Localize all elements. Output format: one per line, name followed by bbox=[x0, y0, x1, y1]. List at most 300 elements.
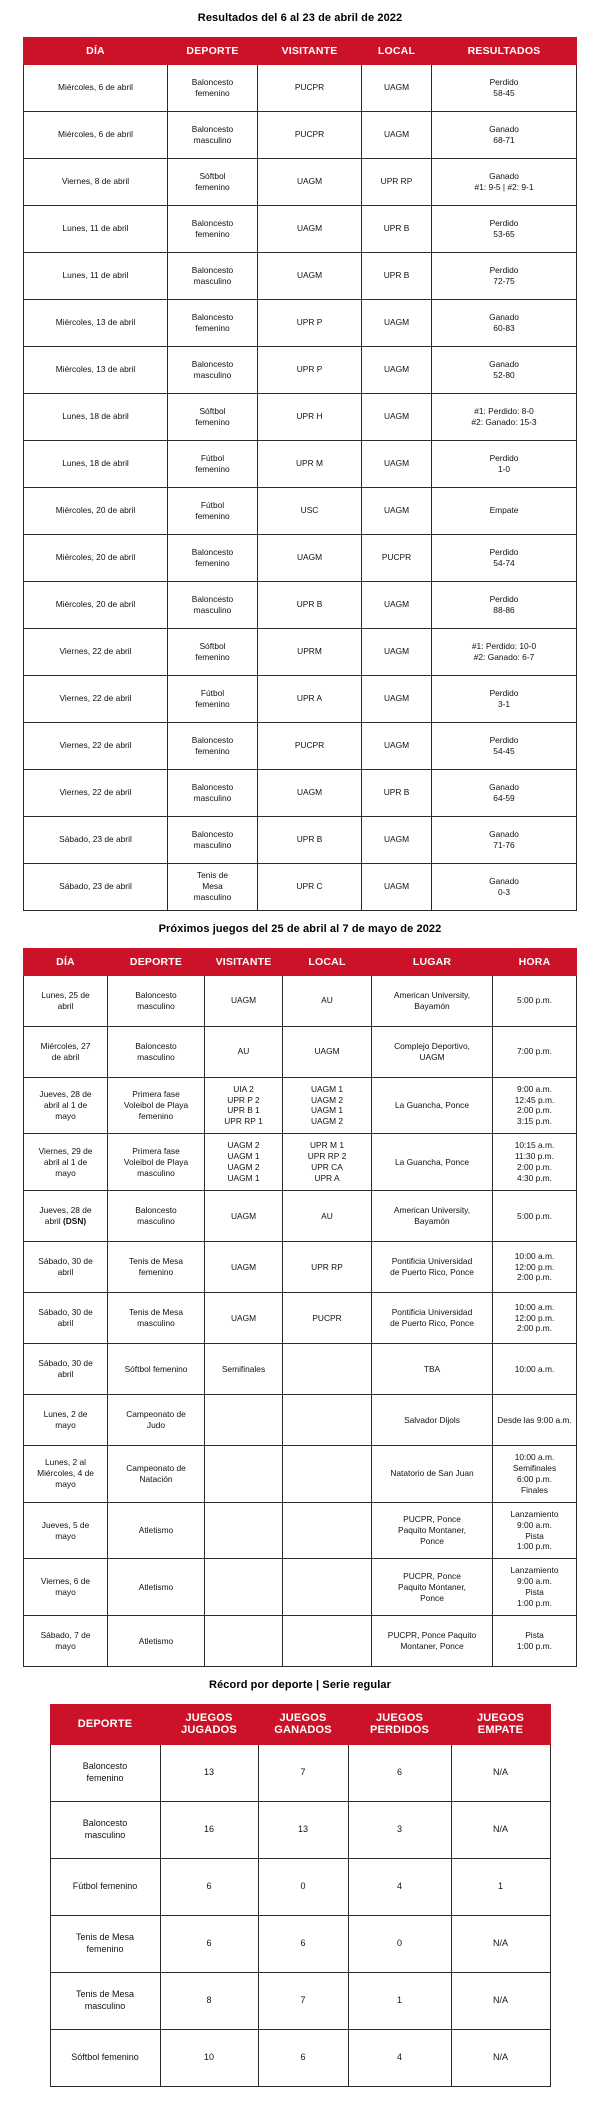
table-cell bbox=[168, 205, 258, 252]
cell-line: JUEGOS bbox=[476, 1711, 525, 1724]
cell-line: 12:45 p.m. bbox=[514, 1094, 555, 1105]
cell-line: 0 bbox=[396, 1938, 402, 1949]
cell-line: Jueves, 28 de bbox=[39, 1205, 92, 1216]
cell-line: Perdido bbox=[489, 264, 519, 275]
cell-line: 72-75 bbox=[493, 275, 515, 286]
cell-line: 7 bbox=[300, 1767, 306, 1778]
table-cell bbox=[493, 1134, 577, 1191]
table-cell bbox=[258, 299, 362, 346]
cell-line: Atletismo bbox=[138, 1525, 174, 1536]
table-cell bbox=[493, 1077, 577, 1134]
cell-line: Miércoles, 20 de abril bbox=[55, 552, 136, 563]
cell-line: UPR RP bbox=[380, 176, 413, 187]
cell-line: N/A bbox=[492, 1938, 508, 1949]
cell-line: N/A bbox=[492, 1995, 508, 2006]
table-cell bbox=[493, 1395, 577, 1446]
cell-line: Baloncesto bbox=[82, 1818, 128, 1829]
cell-line: 2:00 p.m. bbox=[517, 1105, 552, 1116]
cell-line: Lunes, 18 de abril bbox=[62, 411, 129, 422]
table-cell bbox=[362, 111, 432, 158]
table-cell bbox=[108, 1134, 205, 1191]
cell-line: Ganado bbox=[489, 828, 519, 839]
table-cell bbox=[50, 1745, 160, 1802]
cell-line: Viernes, 22 de abril bbox=[59, 787, 132, 798]
table-cell bbox=[432, 628, 577, 675]
cell-line: Baloncesto bbox=[82, 1761, 128, 1772]
cell-line: Lanzamiento bbox=[510, 1508, 559, 1519]
table-cell bbox=[451, 1745, 550, 1802]
cell-line: Judo bbox=[146, 1420, 166, 1430]
cell-line: Ganado bbox=[489, 875, 519, 886]
table-cell bbox=[372, 1077, 493, 1134]
cell-line: Viernes, 22 de abril bbox=[59, 693, 132, 704]
table-cell bbox=[24, 299, 168, 346]
cell-line: UAGM 1 bbox=[227, 1151, 260, 1162]
column-header bbox=[24, 37, 168, 64]
table-cell bbox=[168, 440, 258, 487]
cell-line: UAGM bbox=[296, 270, 323, 281]
table-header-row bbox=[24, 37, 577, 64]
cell-line: Ganado bbox=[489, 358, 519, 369]
column-header bbox=[348, 1704, 451, 1744]
table-cell bbox=[24, 628, 168, 675]
table-cell bbox=[168, 863, 258, 910]
column-header bbox=[372, 948, 493, 975]
cell-line: 52-80 bbox=[493, 369, 515, 380]
cell-line: VISITANTE bbox=[215, 955, 272, 968]
table-cell bbox=[108, 1191, 205, 1242]
table-cell bbox=[258, 440, 362, 487]
column-header bbox=[168, 37, 258, 64]
cell-line: 12:00 p.m. bbox=[514, 1261, 555, 1272]
table-section bbox=[0, 0, 600, 911]
cell-line: 1 bbox=[497, 1881, 503, 1892]
table-row bbox=[24, 675, 577, 722]
cell-line: UAGM bbox=[296, 552, 323, 563]
table-cell bbox=[24, 534, 168, 581]
table-row bbox=[24, 1134, 577, 1191]
cell-line: UPR M bbox=[296, 458, 323, 469]
table-cell bbox=[108, 1395, 205, 1446]
cell-line: abril bbox=[57, 1267, 74, 1277]
table-section bbox=[0, 1667, 600, 2087]
table-cell bbox=[372, 1344, 493, 1395]
cell-line: TBA bbox=[423, 1363, 441, 1374]
cell-line: UAGM bbox=[230, 995, 257, 1006]
cell-line: 6 bbox=[300, 2052, 306, 2063]
cell-line: 11:30 p.m. bbox=[515, 1151, 554, 1162]
cell-line: DEPORTE bbox=[129, 955, 183, 968]
table-row bbox=[24, 1026, 577, 1077]
table-cell bbox=[205, 1242, 283, 1293]
cell-line: femenino bbox=[86, 1773, 124, 1784]
table-cell bbox=[24, 346, 168, 393]
cell-line: femenino bbox=[195, 322, 230, 333]
table-cell bbox=[24, 1134, 108, 1191]
column-header bbox=[50, 1704, 160, 1744]
cell-line: UPR RP 1 bbox=[224, 1116, 263, 1127]
cell-line: UPR B bbox=[383, 787, 410, 798]
cell-line: UAGM bbox=[383, 364, 410, 375]
table-cell bbox=[24, 158, 168, 205]
cell-line: Primera fase bbox=[132, 1145, 180, 1156]
table-cell bbox=[258, 1973, 348, 2030]
table-cell bbox=[108, 1026, 205, 1077]
cell-line: 88-86 bbox=[493, 604, 515, 615]
cell-line: UPR P 2 bbox=[227, 1094, 260, 1105]
cell-line: Paquito Montaner, bbox=[398, 1581, 466, 1592]
table-row bbox=[24, 1191, 577, 1242]
table-cell bbox=[493, 975, 577, 1026]
cell-line: 10:00 a.m. bbox=[514, 1363, 555, 1374]
cell-line: UPR A bbox=[296, 693, 323, 704]
table-cell bbox=[205, 1616, 283, 1667]
table-cell bbox=[362, 158, 432, 205]
bottom-spacer bbox=[0, 2087, 600, 2113]
cell-line: mayo bbox=[55, 1587, 76, 1598]
cell-line: Semifinales bbox=[221, 1363, 266, 1374]
table-cell bbox=[24, 816, 168, 863]
cell-line: UAGM bbox=[296, 223, 323, 234]
table-row bbox=[24, 440, 577, 487]
cell-line: Baloncesto bbox=[191, 593, 234, 604]
cell-line: Tenis de bbox=[196, 870, 229, 881]
cell-line: abril al 1 de bbox=[43, 1100, 88, 1110]
cell-line: Miércoles, 13 de abril bbox=[55, 317, 136, 328]
cell-line: Ganado bbox=[489, 170, 519, 181]
cell-line: masculino bbox=[193, 604, 232, 615]
cell-line: Bayamón bbox=[414, 1216, 450, 1226]
cell-line: #1: 9-5 | #2: 9-1 bbox=[474, 181, 534, 192]
cell-line: AU bbox=[321, 995, 333, 1006]
table-cell bbox=[168, 628, 258, 675]
table-cell bbox=[372, 1134, 493, 1191]
table-row bbox=[24, 1559, 577, 1616]
table-cell bbox=[372, 1616, 493, 1667]
table-cell bbox=[108, 1344, 205, 1395]
cell-line: Perdido bbox=[489, 593, 519, 604]
cell-line: Miércoles, 13 de abril bbox=[55, 364, 136, 375]
table-cell bbox=[160, 1745, 258, 1802]
cell-line: 4 bbox=[396, 1881, 402, 1892]
table-cell bbox=[493, 1191, 577, 1242]
cell-line: UPR B bbox=[296, 834, 323, 845]
cell-line: masculino bbox=[193, 792, 232, 803]
table-row bbox=[24, 628, 577, 675]
cell-line: UAGM bbox=[296, 176, 323, 187]
cell-line: Campeonato de bbox=[126, 1409, 186, 1420]
cell-line: UAGM bbox=[296, 787, 323, 798]
table-cell bbox=[493, 1242, 577, 1293]
cell-line: UAGM 2 bbox=[310, 1116, 344, 1127]
cell-line: Empate bbox=[489, 505, 519, 516]
table-cell bbox=[432, 487, 577, 534]
table-cell bbox=[432, 534, 577, 581]
cell-line: American University, bbox=[393, 1205, 471, 1216]
cell-line: Miércoles, 20 de abril bbox=[55, 599, 136, 610]
table-cell bbox=[493, 1026, 577, 1077]
cell-line: American University, bbox=[393, 989, 471, 1000]
table-cell bbox=[372, 975, 493, 1026]
cell-line: Lunes, 11 de abril bbox=[62, 270, 129, 281]
cell-line: Fútbol bbox=[200, 687, 225, 698]
cell-line: UAGM bbox=[314, 1046, 340, 1057]
cell-line: Finales bbox=[521, 1484, 548, 1495]
cell-line: UAGM bbox=[383, 505, 410, 516]
table-cell bbox=[24, 1293, 108, 1344]
cell-line: Baloncesto bbox=[191, 264, 234, 275]
table-cell bbox=[205, 1559, 283, 1616]
cell-line: de abril bbox=[51, 1051, 80, 1062]
cell-line: 1:00 p.m. bbox=[517, 1598, 552, 1609]
section-title: Récord por deporte | Serie regular bbox=[209, 1679, 391, 1692]
table-cell bbox=[205, 1191, 283, 1242]
cell-line: 3:15 p.m. bbox=[517, 1116, 552, 1127]
table-cell bbox=[168, 346, 258, 393]
table-cell bbox=[168, 64, 258, 111]
table-cell bbox=[160, 1859, 258, 1916]
table-cell bbox=[205, 975, 283, 1026]
cell-line: 12:00 p.m. bbox=[514, 1312, 555, 1323]
cell-line: LOCAL bbox=[377, 44, 416, 57]
table-cell bbox=[348, 1973, 451, 2030]
cell-line: DÍA bbox=[86, 44, 105, 57]
cell-line: abril bbox=[57, 1318, 74, 1328]
table-cell bbox=[372, 1446, 493, 1503]
table-row bbox=[24, 1502, 577, 1559]
cell-line: 10:15 a.m. bbox=[514, 1140, 555, 1151]
cell-line: #1: Perdido: 8-0 bbox=[474, 405, 534, 416]
table-cell bbox=[258, 346, 362, 393]
table-cell bbox=[24, 1395, 108, 1446]
cell-line: PUCPR bbox=[294, 82, 325, 93]
table-cell bbox=[24, 252, 168, 299]
cell-line: PUCPR bbox=[294, 740, 325, 751]
cell-line: UAGM bbox=[383, 458, 410, 469]
table-cell bbox=[258, 1916, 348, 1973]
cell-line: LOCAL bbox=[308, 955, 346, 968]
table-row bbox=[24, 722, 577, 769]
cell-line: UAGM bbox=[419, 1051, 445, 1062]
cell-line: Campeonato de bbox=[126, 1462, 186, 1473]
cell-line: 6 bbox=[206, 1881, 212, 1892]
table-cell bbox=[348, 1859, 451, 1916]
cell-line: UPR B bbox=[296, 599, 323, 610]
table-row bbox=[50, 1859, 550, 1916]
table-cell bbox=[24, 581, 168, 628]
table-cell bbox=[24, 1344, 108, 1395]
cell-line: femenino bbox=[195, 228, 230, 239]
table-cell bbox=[451, 1973, 550, 2030]
table-cell bbox=[493, 1616, 577, 1667]
table-cell bbox=[50, 1859, 160, 1916]
table-cell bbox=[493, 1446, 577, 1503]
table-header-row bbox=[50, 1704, 550, 1744]
cell-line: Baloncesto bbox=[191, 734, 234, 745]
cell-line: masculino bbox=[137, 1167, 175, 1178]
cell-line: HORA bbox=[518, 955, 551, 968]
cell-line: mayo bbox=[55, 1641, 76, 1652]
table-cell bbox=[24, 1026, 108, 1077]
cell-line: Pista bbox=[525, 1530, 544, 1541]
table-cell bbox=[283, 1134, 372, 1191]
table-cell bbox=[108, 1446, 205, 1503]
table-cell bbox=[432, 252, 577, 299]
cell-line: Mesa bbox=[202, 881, 223, 892]
table-cell bbox=[24, 111, 168, 158]
table-cell bbox=[348, 1745, 451, 1802]
cell-line: UAGM bbox=[383, 881, 410, 892]
table-cell bbox=[108, 1242, 205, 1293]
table-row bbox=[50, 1973, 550, 2030]
cell-line: 4 bbox=[396, 2052, 402, 2063]
cell-line: N/A bbox=[492, 1824, 508, 1835]
table-cell bbox=[372, 1559, 493, 1616]
table-row bbox=[24, 1616, 577, 1667]
table-cell bbox=[258, 675, 362, 722]
table-cell bbox=[168, 816, 258, 863]
cell-line: Miércoles, 6 de abril bbox=[58, 129, 133, 140]
table-cell bbox=[432, 205, 577, 252]
table-cell bbox=[432, 299, 577, 346]
table-cell bbox=[168, 534, 258, 581]
cell-line: 9:00 a.m. bbox=[517, 1576, 552, 1587]
table-cell bbox=[50, 2030, 160, 2087]
cell-line: Baloncesto bbox=[191, 781, 234, 792]
table-cell bbox=[168, 299, 258, 346]
table-row bbox=[24, 1242, 577, 1293]
cell-line: Lunes, 2 al bbox=[45, 1457, 86, 1468]
cell-line: abril al 1 de bbox=[43, 1156, 88, 1167]
column-header bbox=[493, 948, 577, 975]
cell-line: 8 bbox=[206, 1995, 212, 2006]
cell-line: PERDIDOS bbox=[369, 1724, 430, 1737]
cell-line: 4:30 p.m. bbox=[517, 1173, 552, 1184]
cell-line: masculino bbox=[193, 134, 232, 145]
cell-line: UPR CA bbox=[311, 1162, 343, 1173]
cell-line: UAGM 2 bbox=[310, 1094, 344, 1105]
table-row bbox=[50, 1745, 550, 1802]
cell-line: Atletismo bbox=[138, 1635, 174, 1646]
cell-line: Pista bbox=[525, 1630, 544, 1641]
cell-line: Sóftbol bbox=[199, 170, 226, 181]
table-cell bbox=[168, 252, 258, 299]
cell-line: Ganado bbox=[489, 781, 519, 792]
cell-line: UIA 2 bbox=[233, 1083, 254, 1094]
cell-line: UPR C bbox=[296, 881, 323, 892]
cell-line: UAGM bbox=[383, 599, 410, 610]
cell-line: Pontificia Universidad bbox=[391, 1256, 473, 1267]
cell-line: Natatorio de San Juan bbox=[390, 1468, 474, 1479]
table-cell bbox=[108, 1559, 205, 1616]
table-cell bbox=[362, 534, 432, 581]
table-cell bbox=[372, 1502, 493, 1559]
cell-line: Bayamón bbox=[414, 1000, 450, 1011]
data-table bbox=[23, 948, 577, 1668]
cell-line: AU bbox=[237, 1046, 250, 1057]
cell-line: Lunes, 25 de bbox=[41, 989, 90, 1000]
table-cell bbox=[362, 863, 432, 910]
cell-line: Perdido bbox=[489, 546, 519, 557]
cell-line: femenino bbox=[138, 1267, 174, 1277]
table-cell bbox=[348, 1916, 451, 1973]
table-cell bbox=[362, 205, 432, 252]
cell-line: Lunes, 11 de abril bbox=[62, 223, 129, 234]
cell-line: UAGM 2 bbox=[227, 1140, 260, 1151]
table-row bbox=[50, 2030, 550, 2087]
cell-line: Montaner, Ponce bbox=[400, 1641, 464, 1652]
cell-line: femenino bbox=[138, 1110, 174, 1121]
cell-line: 5:00 p.m. bbox=[517, 1210, 552, 1221]
table-cell bbox=[451, 2030, 550, 2087]
table-cell bbox=[168, 158, 258, 205]
table-cell bbox=[258, 393, 362, 440]
cell-line: 68-71 bbox=[493, 134, 515, 145]
cell-line: Sóftbol femenino bbox=[71, 2052, 139, 2063]
cell-line: masculino bbox=[193, 275, 232, 286]
table-cell bbox=[451, 1859, 550, 1916]
cell-line: Baloncesto bbox=[135, 989, 177, 1000]
cell-line: 10:00 a.m. bbox=[514, 1250, 555, 1261]
table-cell bbox=[24, 975, 108, 1026]
cell-line: 1 bbox=[396, 1995, 402, 2006]
cell-line: 1:00 p.m. bbox=[517, 1541, 552, 1552]
table-cell bbox=[432, 64, 577, 111]
table-row bbox=[50, 1802, 550, 1859]
cell-line: 1-0 bbox=[497, 463, 511, 474]
table-cell bbox=[362, 64, 432, 111]
table-cell bbox=[362, 581, 432, 628]
cell-line: Fútbol bbox=[200, 452, 225, 463]
table-cell bbox=[258, 863, 362, 910]
table-cell bbox=[348, 2030, 451, 2087]
cell-line: 71-76 bbox=[493, 839, 515, 850]
cell-line: UAGM bbox=[383, 317, 410, 328]
cell-line: femenino bbox=[195, 557, 230, 568]
cell-line: UAGM 1 bbox=[227, 1173, 260, 1184]
cell-line: 16 bbox=[203, 1824, 214, 1835]
table-cell bbox=[258, 628, 362, 675]
table-cell bbox=[205, 1446, 283, 1503]
table-cell bbox=[372, 1293, 493, 1344]
table-cell bbox=[362, 816, 432, 863]
cell-line: La Guancha, Ponce bbox=[394, 1100, 470, 1110]
table-cell bbox=[168, 487, 258, 534]
table-cell bbox=[362, 393, 432, 440]
table-cell bbox=[205, 1395, 283, 1446]
table-cell bbox=[432, 769, 577, 816]
table-cell bbox=[283, 1242, 372, 1293]
cell-line: Voleibol de Playa bbox=[123, 1156, 189, 1167]
column-header bbox=[451, 1704, 550, 1744]
data-table bbox=[23, 37, 577, 911]
table-cell bbox=[362, 440, 432, 487]
cell-line: La Guancha, Ponce bbox=[394, 1156, 470, 1167]
cell-line: Atletismo bbox=[138, 1581, 174, 1592]
table-cell bbox=[258, 1859, 348, 1916]
table-cell bbox=[168, 393, 258, 440]
cell-line: mayo bbox=[55, 1530, 76, 1541]
cell-line: UAGM bbox=[230, 1312, 257, 1323]
table-row bbox=[24, 64, 577, 111]
table-cell bbox=[108, 975, 205, 1026]
cell-line: Baloncesto bbox=[191, 76, 234, 87]
table-cell bbox=[362, 252, 432, 299]
table-cell bbox=[160, 2030, 258, 2087]
cell-line: PUCPR bbox=[381, 552, 412, 563]
cell-line: UPR RP 2 bbox=[307, 1151, 347, 1162]
table-cell bbox=[24, 1559, 108, 1616]
